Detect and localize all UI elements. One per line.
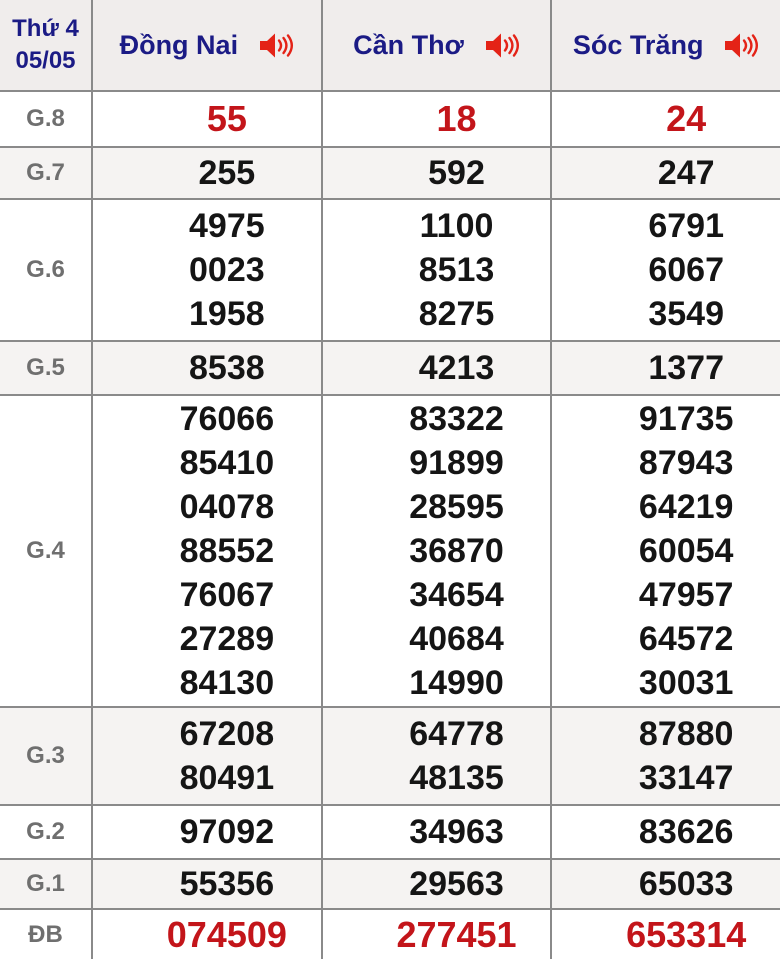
result-cell-g-5-dong-nai: [93, 342, 323, 394]
result-cell-g-7-soc-trang: [552, 148, 780, 198]
result-number: 0023: [189, 251, 265, 289]
result-number: 34654: [409, 576, 504, 614]
result-number: 27289: [179, 620, 275, 658]
result-cell-g-1-can-tho: [323, 860, 553, 908]
result-cell-g-6-can-tho: [323, 200, 553, 340]
prize-row-g-5: [0, 340, 780, 394]
prize-label-g-7: G.7: [0, 148, 93, 198]
date-label: 05/05: [15, 47, 76, 74]
province-header-soc-trang: [552, 0, 780, 90]
result-cell-g-2-dong-nai: [93, 806, 323, 858]
weekday-label: Thứ 4: [12, 15, 79, 42]
result-number: 91735: [638, 400, 734, 438]
result-number: 64778: [409, 715, 504, 753]
speaker-icon-soc-trang[interactable]: [723, 32, 759, 59]
result-number: 76067: [179, 576, 275, 614]
result-cell-g-5-soc-trang: [552, 342, 780, 394]
result-number: 83322: [409, 400, 504, 438]
prize-label-g-6: G.6: [0, 200, 93, 340]
result-cell-g-7-dong-nai: [93, 148, 323, 198]
result-number: 8513: [418, 251, 495, 289]
province-header-can-tho: [323, 0, 553, 90]
result-cell-g-8-can-tho: [323, 92, 553, 146]
result-cell-g-2-soc-trang: [552, 806, 780, 858]
result-number: 255: [198, 154, 256, 192]
result-cell-g-7-can-tho: [323, 148, 553, 198]
result-number: 1100: [419, 207, 494, 245]
result-cell-db-soc-trang: [552, 910, 780, 959]
prize-label-g-5: G.5: [0, 342, 93, 394]
result-number: 84130: [179, 664, 275, 702]
result-number: 074509: [166, 913, 287, 955]
prize-label-g-1: G.1: [0, 860, 93, 908]
province-name-can-tho: Cần Thơ: [353, 29, 464, 60]
result-cell-g-8-dong-nai: [93, 92, 323, 146]
result-number: 6067: [648, 251, 724, 289]
result-number: 04078: [179, 488, 275, 526]
prize-row-g-6: [0, 198, 780, 340]
result-number: 97092: [179, 813, 275, 851]
result-number: 14990: [409, 664, 504, 702]
prize-label-g-3: G.3: [0, 708, 93, 804]
result-cell-g-1-soc-trang: [552, 860, 780, 908]
result-number: 6791: [648, 207, 724, 245]
result-number: 76066: [179, 400, 275, 438]
result-cell-g-4-soc-trang: [552, 396, 780, 706]
result-number: 91899: [409, 444, 504, 482]
result-number: 48135: [409, 759, 504, 797]
result-cell-g-2-can-tho: [323, 806, 553, 858]
prize-row-g-3: [0, 706, 780, 804]
result-number: 28595: [409, 488, 504, 526]
result-number: 30031: [638, 664, 734, 702]
result-number: 40684: [409, 620, 504, 658]
province-header-dong-nai: [93, 0, 323, 90]
result-number: 18: [436, 98, 477, 139]
prize-row-g-1: [0, 858, 780, 908]
results-body: [0, 90, 780, 959]
result-number: 24: [666, 98, 707, 139]
result-number: 592: [428, 154, 485, 192]
result-number: 34963: [409, 813, 504, 851]
prize-row-g-7: [0, 146, 780, 198]
result-number: 87943: [638, 444, 734, 482]
result-number: 67208: [179, 715, 275, 753]
result-cell-g-4-can-tho: [323, 396, 553, 706]
result-number: 55: [206, 98, 247, 139]
result-number: 4213: [418, 349, 495, 387]
result-number: 1958: [189, 295, 265, 333]
result-number: 55356: [179, 865, 275, 903]
prize-label-db: ĐB: [0, 910, 93, 959]
result-number: 80491: [179, 759, 275, 797]
result-cell-g-1-dong-nai: [93, 860, 323, 908]
result-number: 8275: [418, 295, 495, 333]
result-number: 4975: [189, 207, 265, 245]
result-number: 3549: [648, 295, 724, 333]
prize-row-db: [0, 908, 780, 959]
result-number: 88552: [179, 532, 275, 570]
result-number: 64219: [638, 488, 734, 526]
prize-label-g-8: G.8: [0, 92, 93, 146]
draw-date-cell: [0, 0, 93, 90]
result-number: 65033: [638, 865, 734, 903]
prize-row-g-8: [0, 90, 780, 146]
result-number: 247: [657, 154, 715, 192]
prize-row-g-4: [0, 394, 780, 706]
result-cell-db-dong-nai: [93, 910, 323, 959]
result-number: 36870: [409, 532, 504, 570]
result-number: 60054: [638, 532, 734, 570]
result-cell-g-6-soc-trang: [552, 200, 780, 340]
prize-row-g-2: [0, 804, 780, 858]
result-number: 85410: [179, 444, 275, 482]
result-cell-g-3-dong-nai: [93, 708, 323, 804]
result-number: 83626: [638, 813, 734, 851]
speaker-icon-dong-nai[interactable]: [258, 32, 294, 59]
header-row: [0, 0, 780, 90]
result-number: 277451: [396, 913, 517, 955]
result-number: 87880: [638, 715, 734, 753]
result-number: 1377: [648, 349, 724, 387]
result-cell-db-can-tho: [323, 910, 553, 959]
result-cell-g-8-soc-trang: [552, 92, 780, 146]
prize-label-g-2: G.2: [0, 806, 93, 858]
result-cell-g-3-soc-trang: [552, 708, 780, 804]
result-number: 29563: [409, 865, 504, 903]
result-number: 653314: [626, 913, 747, 955]
province-name-soc-trang: Sóc Trăng: [572, 29, 704, 60]
province-name-dong-nai: Đồng Nai: [119, 29, 239, 60]
prize-label-g-4: G.4: [0, 396, 93, 706]
result-number: 64572: [638, 620, 734, 658]
result-cell-g-3-can-tho: [323, 708, 553, 804]
result-number: 47957: [638, 576, 734, 614]
result-cell-g-5-can-tho: [323, 342, 553, 394]
result-number: 33147: [638, 759, 734, 797]
result-number: 8538: [189, 349, 265, 387]
speaker-icon-can-tho[interactable]: [484, 32, 520, 59]
result-cell-g-6-dong-nai: [93, 200, 323, 340]
result-cell-g-4-dong-nai: [93, 396, 323, 706]
